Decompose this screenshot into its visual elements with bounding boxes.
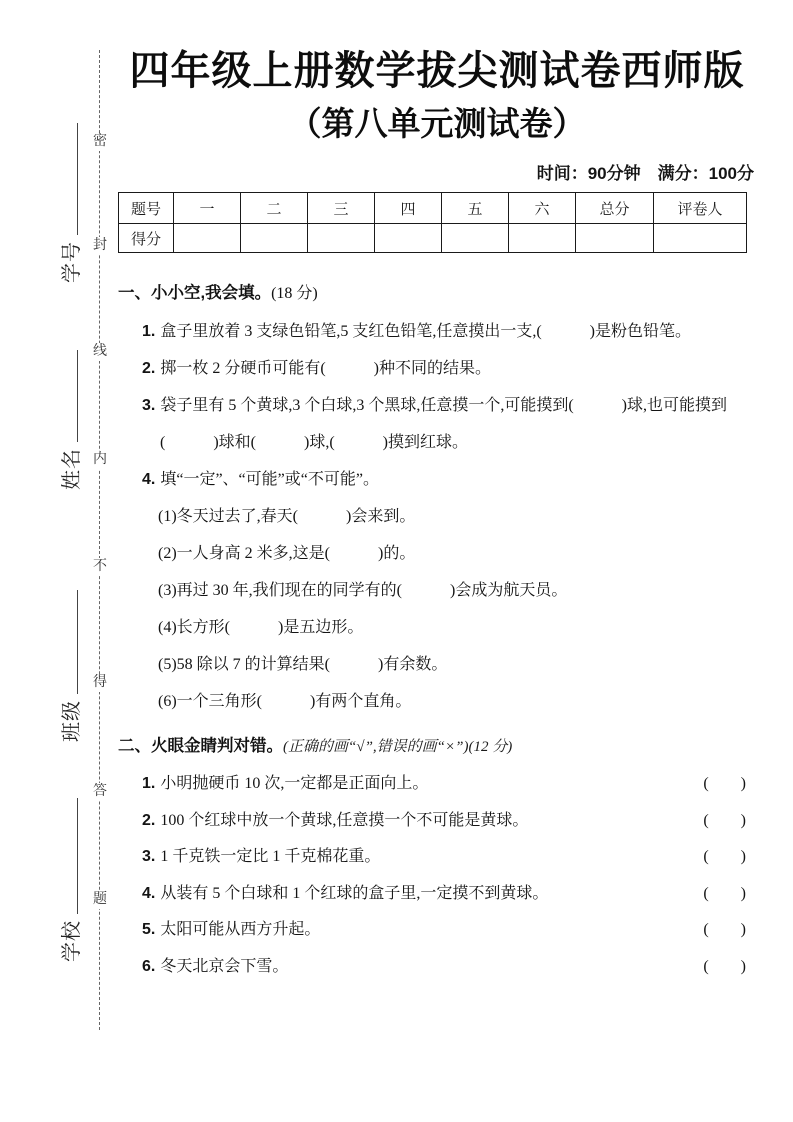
question-number: 3.: [142, 848, 156, 865]
student-school-blank-line: [64, 798, 78, 914]
score-row-label: 得分: [119, 224, 174, 253]
score-cell: [654, 224, 747, 253]
true-false-question: [118, 839, 756, 876]
score-table-col-header: 评卷人: [654, 193, 747, 224]
question-number: 4.: [142, 471, 156, 488]
answer-bracket: ( ): [703, 957, 746, 975]
seal-notice-char: 得: [93, 675, 107, 690]
question-text: 盒子里放着 3 支绿色铅笔,5 支红色铅笔,任意摸出一支,( )是粉色铅笔。: [160, 323, 692, 340]
question-number: 4.: [142, 884, 156, 902]
answer-bracket: ( ): [703, 848, 746, 865]
answer-bracket: ( ): [703, 775, 746, 792]
seal-notice-char: 内: [93, 452, 107, 467]
sub-question: (3)再过 30 年,我们现在的同学有的( )会成为航天员。: [158, 582, 568, 599]
student-school-field: [59, 793, 85, 967]
score-cell: [174, 224, 241, 253]
seal-notice-char: 题: [93, 892, 107, 907]
score-cell: [576, 224, 654, 253]
question-text: 小明抛硬币 10 次,一定都是正面向上。: [160, 775, 429, 792]
true-false-question: [118, 949, 756, 986]
question-text: 100 个红球中放一个黄球,任意摸一个不可能是黄球。: [160, 811, 529, 829]
exam-paper: [118, 0, 756, 985]
question-number: 1.: [142, 323, 156, 340]
section-two-instructions: (正确的画“√”,错误的画“×”)(12 分): [283, 739, 513, 755]
question: [118, 313, 756, 350]
question-text: 冬天北京会下雪。: [160, 957, 289, 975]
score-table-col-header: 二: [241, 193, 308, 224]
student-name-field: [59, 345, 85, 495]
sub-question: (5)58 除以 7 的计算结果( )有余数。: [158, 656, 448, 673]
question-number: 3.: [142, 397, 156, 414]
student-class-label: 班级: [61, 700, 83, 742]
score-cell: [442, 224, 509, 253]
seal-notice-char: 不: [93, 559, 107, 574]
score-cell: [375, 224, 442, 253]
student-id-label: 学号: [61, 241, 83, 283]
section-one-points: (18 分): [271, 285, 318, 302]
question-number: 2.: [142, 811, 156, 829]
section-one-heading: [118, 280, 756, 307]
score-table-score-row: [119, 224, 747, 253]
score-table-header-row: [119, 193, 747, 224]
student-name-label: 姓名: [61, 448, 83, 490]
student-school-label: 学校: [61, 920, 83, 962]
student-class-blank-line: [64, 590, 78, 694]
answer-bracket: ( ): [703, 921, 746, 938]
score-table-corner-label: 题号: [119, 193, 174, 224]
sub-question: (1)冬天过去了,春天( )会来到。: [158, 508, 416, 525]
question: [118, 461, 756, 498]
seal-notice-char: 密: [93, 134, 107, 149]
question-text: 填“一定”、“可能”或“不可能”。: [160, 471, 379, 488]
score-table: [118, 192, 747, 253]
seal-dashed-line: [99, 50, 100, 1030]
question-number: 6.: [142, 957, 156, 975]
score-table-col-header: 六: [509, 193, 576, 224]
exam-time-score-info: 时间：90分钟 满分：100分: [536, 164, 754, 183]
sub-question: (4)长方形( )是五边形。: [158, 619, 364, 636]
page-subtitle: （第八单元测试卷）: [288, 105, 586, 142]
section-true-false: [118, 733, 756, 985]
true-false-question: [118, 803, 756, 840]
score-cell: [308, 224, 375, 253]
question-text: 从装有 5 个白球和 1 个红球的盒子里,一定摸不到黄球。: [160, 884, 549, 902]
question-text: 太阳可能从西方升起。: [160, 921, 321, 938]
section-fill-in-blanks: [118, 280, 756, 720]
score-cell: [241, 224, 308, 253]
question-number: 5.: [142, 921, 156, 938]
student-class-field: [59, 585, 85, 747]
seal-notice-char: 线: [93, 344, 107, 359]
seal-notice-char: 封: [93, 238, 107, 253]
student-id-field: [59, 118, 85, 288]
answer-bracket: ( ): [703, 811, 746, 829]
seal-notice-char: 答: [93, 784, 107, 799]
section-one-heading-text: 一、小小空,我会填。: [118, 284, 272, 302]
score-table-col-header: 三: [308, 193, 375, 224]
score-table-col-header: 一: [174, 193, 241, 224]
question-text: 1 千克铁一定比 1 千克棉花重。: [160, 848, 381, 865]
page-title: 四年级上册数学拔尖测试卷西师版: [129, 49, 745, 93]
true-false-question: [118, 912, 756, 949]
score-cell: [509, 224, 576, 253]
sub-question: (6)一个三角形( )有两个直角。: [158, 693, 412, 710]
true-false-question: [118, 876, 756, 913]
question-number: 1.: [142, 775, 156, 792]
question-text: 掷一枚 2 分硬币可能有( )种不同的结果。: [160, 360, 492, 377]
true-false-question: [118, 766, 756, 803]
student-name-blank-line: [64, 350, 78, 442]
score-table-col-header: 四: [375, 193, 442, 224]
score-table-col-header: 总分: [576, 193, 654, 224]
question-number: 2.: [142, 360, 156, 377]
answer-bracket: ( ): [703, 884, 746, 902]
section-two-heading-text: 二、火眼金睛判对错。: [118, 737, 283, 755]
question: [118, 350, 756, 387]
student-id-blank-line: [64, 123, 78, 235]
question-text: 袋子里有 5 个黄球,3 个白球,3 个黑球,任意摸一个,可能摸到( )球,也可能摸到( )球和( )球,( )摸到红球。: [160, 397, 728, 451]
score-table-col-header: 五: [442, 193, 509, 224]
section-two-heading: [118, 733, 756, 760]
sub-question: (2)一人身高 2 米多,这是( )的。: [158, 545, 416, 562]
question: [118, 387, 756, 461]
